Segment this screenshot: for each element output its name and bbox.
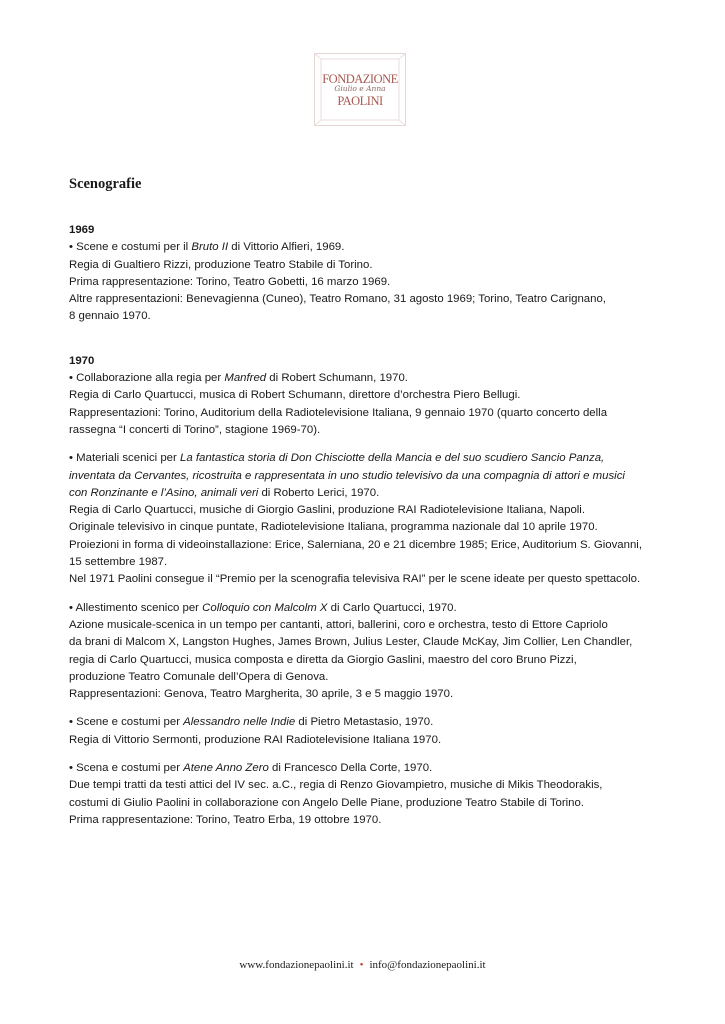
entry-text: • Scena e costumi per — [69, 762, 184, 775]
entry-line — [69, 485, 659, 502]
entry-text: di Vittorio Alfieri, 1969. — [228, 241, 345, 254]
entry-line — [69, 502, 659, 519]
entry-line — [69, 239, 659, 256]
logo-line-paolini: PAOLINI — [337, 94, 383, 108]
footer-email-link[interactable]: info@fondazionepaolini.it — [369, 959, 486, 971]
work-entry — [69, 714, 659, 749]
entry-text: Prima rappresentazione: Torino, Teatro Erba, 19 ottobre 1970. — [69, 813, 382, 826]
entry-line — [69, 714, 659, 731]
entry-line — [69, 652, 659, 669]
entry-text: • Scene e costumi per il — [69, 241, 192, 254]
entry-text: Prima rappresentazione: Torino, Teatro Gobetti, 16 marzo 1969. — [69, 275, 391, 288]
document-body — [69, 222, 659, 829]
entry-line — [69, 519, 659, 536]
entry-text: produzione Teatro Comunale dell’Opera di Genova. — [69, 670, 329, 683]
work-title: con Ronzinante e l’Asino, animali veri — [69, 486, 259, 499]
entry-line — [69, 760, 659, 777]
entry-line — [69, 450, 659, 467]
entry-text: costumi di Giulio Paolini in collaborazione con Angelo Delle Piane, produzione Teatro Stabile di Torino. — [69, 796, 585, 809]
entry-text: di Francesco Della Corte, 1970. — [268, 762, 433, 775]
footer-separator: • — [359, 959, 364, 971]
entry-text: di Roberto Lerici, 1970. — [258, 486, 380, 499]
entry-text: da brani di Malcom X, Langston Hughes, James Brown, Julius Lester, Claude McKay, Jim Collier, Len Chandler, — [69, 636, 633, 649]
entry-line — [69, 554, 659, 571]
entry-line — [69, 308, 659, 325]
entry-text: Regia di Carlo Quartucci, musiche di Giorgio Gaslini, produzione RAI Radiotelevisione Italiana, Napoli. — [69, 504, 585, 517]
work-title: inventata da Cervantes, ricostruita e rappresentata in uno studio televisivo da una compagnia di attori e musici — [69, 469, 625, 482]
work-title: Alessandro nelle Indie — [183, 716, 296, 729]
entry-text: Due tempi tratti da testi attici del IV sec. a.C., regia di Renzo Giovampietro, musiche di Mikis Theodorakis, — [69, 779, 603, 792]
entry-text: rassegna “I concerti di Torino”, stagione 1969-70). — [69, 423, 321, 436]
entry-line — [69, 537, 659, 554]
entry-line — [69, 387, 659, 404]
entry-line — [69, 571, 659, 588]
entry-text: 15 settembre 1987. — [69, 556, 168, 569]
entry-gap — [69, 439, 659, 450]
entry-line — [69, 468, 659, 485]
entry-line — [69, 422, 659, 439]
work-title: Colloquio con Malcolm X — [202, 601, 328, 614]
entry-text: Altre rappresentazioni: Benevagienna (Cuneo), Teatro Romano, 31 agosto 1969; Torino, Teatro Carignano, — [69, 293, 606, 306]
year-heading: 1969 — [69, 224, 95, 236]
logo-line-fondazione: FONDAZIONE — [322, 72, 398, 86]
entry-text: Originale televisivo in cinque puntate, Radiotelevisione Italiana, programma nazionale dal 10 aprile 1970. — [69, 521, 598, 534]
entry-text: • Allestimento scenico per — [69, 601, 203, 614]
entry-gap — [69, 749, 659, 760]
entry-gap — [69, 589, 659, 600]
work-title: La fantastica storia di Don Chisciotte della Mancia e del suo scudiero Sancio Panza, — [179, 452, 605, 465]
logo-signature: Giulio e Anna — [334, 84, 386, 93]
entry-line — [69, 669, 659, 686]
entry-text: Nel 1971 Paolini consegue il “Premio per la scenografia televisiva RAI” per le scene ideate per questo spettacolo. — [69, 573, 641, 586]
entry-text: 8 gennaio 1970. — [69, 310, 151, 323]
work-title: Atene Anno Zero — [183, 762, 269, 775]
entry-text: di Carlo Quartucci, 1970. — [327, 601, 457, 614]
entry-line — [69, 812, 659, 829]
entry-line — [69, 274, 659, 291]
entry-line — [69, 370, 659, 387]
work-entry — [69, 239, 659, 325]
entry-line — [69, 257, 659, 274]
entry-line — [69, 291, 659, 308]
entry-line — [69, 777, 659, 794]
entry-text: Azione musicale-scenica in un tempo per cantanti, attori, ballerini, coro e orchestra, testo di Ettore Capriolo — [69, 618, 608, 631]
entry-line — [69, 686, 659, 703]
entry-text: • Materiali scenici per — [69, 452, 180, 465]
entry-text: • Collaborazione alla regia per — [69, 372, 225, 385]
entry-line — [69, 617, 659, 634]
work-entry — [69, 370, 659, 439]
foundation-logo — [314, 53, 406, 126]
page-title: Scenografie — [69, 176, 142, 192]
entry-text: Rappresentazioni: Genova, Teatro Margherita, 30 aprile, 3 e 5 maggio 1970. — [69, 688, 454, 701]
entry-line — [69, 732, 659, 749]
work-entry — [69, 600, 659, 704]
entry-text: regia di Carlo Quartucci, musica composta e diretta da Giorgio Gaslini, maestro del coro Bruno Pizzi, — [69, 653, 577, 666]
entry-text: di Pietro Metastasio, 1970. — [295, 716, 434, 729]
entry-text: • Scene e costumi per — [69, 716, 184, 729]
entry-line — [69, 600, 659, 617]
work-entry — [69, 760, 659, 829]
work-entry — [69, 450, 659, 588]
year-heading: 1970 — [69, 354, 95, 367]
work-title: Bruto II — [191, 241, 229, 254]
entry-line — [69, 405, 659, 422]
entry-line — [69, 795, 659, 812]
entry-text: Proiezioni in forma di videoinstallazione: Erice, Salerniana, 20 e 21 dicembre 1985; Erice, Auditorium S. Giovanni, — [69, 538, 643, 551]
entry-text: Regia di Gualtiero Rizzi, produzione Teatro Stabile di Torino. — [69, 258, 373, 271]
entry-text: Rappresentazioni: Torino, Auditorium della Radiotelevisione Italiana, 9 gennaio 1970 (quarto concerto della — [69, 406, 608, 419]
entry-text: Regia di Carlo Quartucci, musica di Robert Schumann, direttore d’orchestra Piero Bellugi. — [69, 389, 521, 402]
entry-gap — [69, 703, 659, 714]
entry-line — [69, 634, 659, 651]
footer-website-link[interactable]: www.fondazionepaolini.it — [239, 959, 354, 971]
page-footer — [0, 959, 725, 971]
section-gap — [69, 326, 659, 353]
entry-text: di Robert Schumann, 1970. — [266, 372, 408, 385]
entry-text: Regia di Vittorio Sermonti, produzione RAI Radiotelevisione Italiana 1970. — [69, 733, 442, 746]
work-title: Manfred — [224, 372, 267, 385]
